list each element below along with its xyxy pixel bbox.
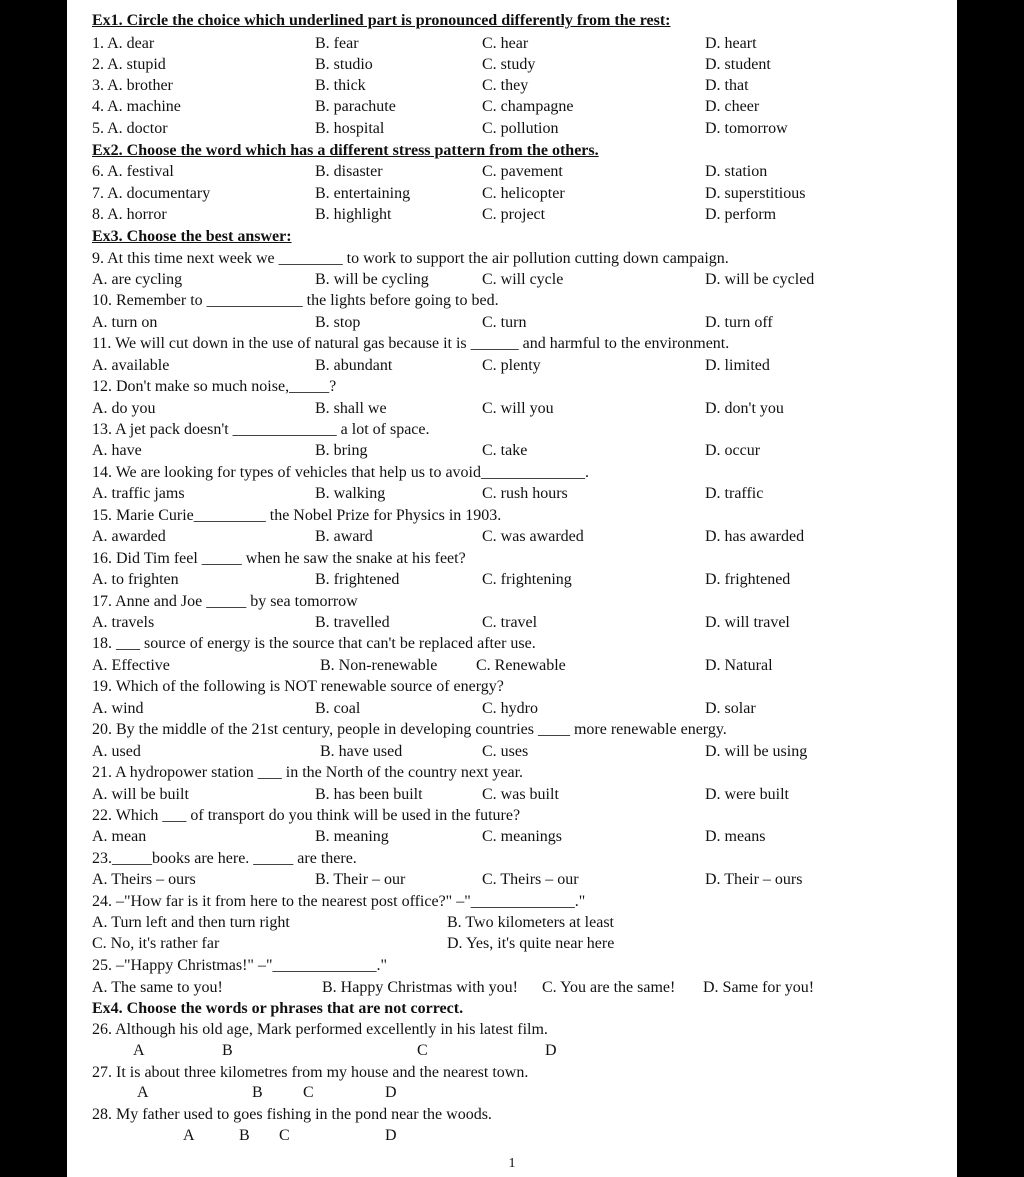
stem-text: 21. A hydropower station ___ in the North of the country next year. — [92, 764, 524, 781]
option-d[interactable]: D. solar — [705, 700, 756, 717]
stem-text: 23._____books are here. _____ are there. — [92, 850, 357, 867]
stem-text: 12. Don't make so much noise,_____? — [92, 378, 337, 395]
stem-text: 11. We will cut down in the use of natural gas because it is ______ and harmful to the environment. — [92, 335, 730, 352]
question-options — [67, 569, 957, 590]
question-options — [67, 933, 957, 954]
ex4-letters — [67, 1040, 957, 1061]
option-b[interactable]: B. Non-renewable — [320, 657, 438, 674]
stem-text: 13. A jet pack doesn't _____________ a lot of space. — [92, 421, 430, 438]
option-b[interactable]: B. has been built — [315, 786, 423, 803]
question-options — [67, 398, 957, 419]
ex4-sentence — [67, 1104, 957, 1125]
question-stem — [67, 419, 957, 440]
ex3-heading: Ex3. Choose the best answer: — [92, 228, 292, 245]
ex4-letters — [67, 1082, 957, 1103]
ex1-item-3 — [67, 75, 957, 96]
ex4-sentence — [67, 1062, 957, 1083]
option-c[interactable]: C. plenty — [482, 357, 541, 374]
option-b[interactable]: B. will be cycling — [315, 271, 429, 288]
option-d[interactable]: D. means — [705, 828, 766, 845]
ex1-item-5 — [67, 118, 957, 139]
question-options — [67, 440, 957, 461]
ex4-heading-line — [67, 998, 957, 1019]
option-b[interactable]: B. parachute — [315, 98, 396, 115]
question-stem — [67, 676, 957, 697]
option-a[interactable]: A. awarded — [92, 528, 166, 545]
option-b[interactable]: B. frightened — [315, 571, 400, 588]
option-c[interactable]: C. will you — [482, 400, 554, 417]
option-a[interactable]: 4. A. machine — [92, 98, 181, 115]
question-options — [67, 912, 957, 933]
option-b[interactable]: B. thick — [315, 77, 366, 94]
option-b[interactable]: B. fear — [315, 35, 359, 52]
option-d[interactable]: D. traffic — [705, 485, 764, 502]
option-c[interactable]: C. You are the same! — [542, 979, 676, 996]
stem-text: 14. We are looking for types of vehicles that help us to avoid_____________. — [92, 464, 589, 481]
stem-text: 15. Marie Curie_________ the Nobel Prize for Physics in 1903. — [92, 507, 502, 524]
option-c[interactable]: C. was awarded — [482, 528, 584, 545]
question-options — [67, 483, 957, 504]
option-a[interactable]: A. do you — [92, 400, 156, 417]
stem-text: 17. Anne and Joe _____ by sea tomorrow — [92, 593, 358, 610]
option-a[interactable]: A. Turn left and then turn right — [92, 914, 290, 931]
option-d[interactable]: D. occur — [705, 442, 761, 459]
question-stem — [67, 290, 957, 311]
option-a[interactable]: A. are cycling — [92, 271, 183, 288]
letter-a[interactable]: A — [137, 1084, 149, 1101]
option-a[interactable]: 8. A. horror — [92, 206, 167, 223]
option-b[interactable]: B. highlight — [315, 206, 392, 223]
sentence-text: 26. Although his old age, Mark performed excellently in his latest film. — [92, 1021, 548, 1038]
stem-text: 10. Remember to ____________ the lights before going to bed. — [92, 292, 499, 309]
option-b[interactable]: B. award — [315, 528, 373, 545]
option-d[interactable]: D. will be using — [705, 743, 808, 760]
option-a[interactable]: A. available — [92, 357, 170, 374]
question-options — [67, 355, 957, 376]
ex1-heading: Ex1. Circle the choice which underlined part is pronounced differently from the rest: — [92, 12, 671, 29]
option-d[interactable]: D. station — [705, 163, 768, 180]
option-d[interactable]: D. tomorrow — [705, 120, 788, 137]
ex4-letters — [67, 1125, 957, 1146]
option-c[interactable]: C. Theirs – our — [482, 871, 579, 888]
letter-a[interactable]: A — [133, 1042, 145, 1059]
question-options — [67, 269, 957, 290]
stem-text: 20. By the middle of the 21st century, people in developing countries ____ more renewable energy. — [92, 721, 727, 738]
option-a[interactable]: A. have — [92, 442, 142, 459]
letter-d[interactable]: D — [545, 1042, 557, 1059]
ex1-item-4 — [67, 96, 957, 117]
option-c[interactable]: C. Renewable — [476, 657, 566, 674]
stem-text: 22. Which ___ of transport do you think will be used in the future? — [92, 807, 521, 824]
option-a[interactable]: A. will be built — [92, 786, 189, 803]
option-c[interactable]: C. uses — [482, 743, 529, 760]
question-options — [67, 784, 957, 805]
option-a[interactable]: A. mean — [92, 828, 147, 845]
option-d[interactable]: D. Same for you! — [703, 979, 815, 996]
stem-text: 25. –"Happy Christmas!" –"_____________." — [92, 957, 387, 974]
question-stem — [67, 248, 957, 269]
option-c[interactable]: C. travel — [482, 614, 538, 631]
option-b[interactable]: B. coal — [315, 700, 361, 717]
option-c[interactable]: C. they — [482, 77, 529, 94]
ex2-item-8 — [67, 204, 957, 225]
question-stem — [67, 719, 957, 740]
letter-d[interactable]: D — [385, 1084, 397, 1101]
option-c[interactable]: C. No, it's rather far — [92, 935, 220, 952]
option-d[interactable]: D. that — [705, 77, 749, 94]
question-stem — [67, 548, 957, 569]
option-d[interactable]: D. heart — [705, 35, 757, 52]
question-options — [67, 655, 957, 676]
question-options — [67, 312, 957, 333]
option-b[interactable]: B. Happy Christmas with you! — [322, 979, 518, 996]
option-d[interactable]: D. Their – ours — [705, 871, 803, 888]
option-c[interactable]: C. pollution — [482, 120, 559, 137]
option-c[interactable]: C. frightening — [482, 571, 572, 588]
option-b[interactable]: B. abundant — [315, 357, 393, 374]
option-d[interactable]: D. turn off — [705, 314, 773, 331]
option-d[interactable]: D. Yes, it's quite near here — [447, 935, 615, 952]
option-b[interactable]: B. travelled — [315, 614, 390, 631]
option-c[interactable]: C. hydro — [482, 700, 538, 717]
letter-c[interactable]: C — [279, 1127, 290, 1144]
option-c[interactable]: C. rush hours — [482, 485, 568, 502]
option-a[interactable]: A. turn on — [92, 314, 158, 331]
option-a[interactable]: 5. A. doctor — [92, 120, 168, 137]
option-d[interactable]: D. limited — [705, 357, 770, 374]
question-stem — [67, 591, 957, 612]
option-c[interactable]: C. helicopter — [482, 185, 565, 202]
letter-c[interactable]: C — [303, 1084, 314, 1101]
question-stem — [67, 805, 957, 826]
sentence-text: 27. It is about three kilometres from my house and the nearest town. — [92, 1064, 529, 1081]
option-d[interactable]: D. will be cycled — [705, 271, 815, 288]
option-c[interactable]: C. will cycle — [482, 271, 564, 288]
option-a[interactable]: A. Effective — [92, 657, 170, 674]
option-d[interactable]: D. will travel — [705, 614, 790, 631]
option-d[interactable]: D. cheer — [705, 98, 760, 115]
option-d[interactable]: D. were built — [705, 786, 789, 803]
question-stem — [67, 848, 957, 869]
letter-a[interactable]: A — [183, 1127, 195, 1144]
question-options — [67, 869, 957, 890]
option-b[interactable]: B. bring — [315, 442, 368, 459]
page-number: 1 — [508, 1156, 516, 1171]
stem-text: 19. Which of the following is NOT renewable source of energy? — [92, 678, 504, 695]
option-c[interactable]: C. champagne — [482, 98, 574, 115]
option-b[interactable]: B. studio — [315, 56, 373, 73]
option-d[interactable]: D. student — [705, 56, 771, 73]
question-stem — [67, 505, 957, 526]
question-options — [67, 977, 957, 998]
option-b[interactable]: B. disaster — [315, 163, 383, 180]
option-b[interactable]: B. walking — [315, 485, 386, 502]
ex2-item-7 — [67, 183, 957, 204]
option-c[interactable]: C. pavement — [482, 163, 563, 180]
question-stem — [67, 762, 957, 783]
option-d[interactable]: D. don't you — [705, 400, 784, 417]
stem-text: 24. –"How far is it from here to the nearest post office?" –"_____________." — [92, 893, 586, 910]
option-c[interactable]: C. take — [482, 442, 528, 459]
letter-d[interactable]: D — [385, 1127, 397, 1144]
option-b[interactable]: B. hospital — [315, 120, 385, 137]
ex1-item-1 — [67, 33, 957, 54]
ex3-heading-line — [67, 226, 957, 247]
question-stem — [67, 333, 957, 354]
option-d[interactable]: D. frightened — [705, 571, 791, 588]
question-options — [67, 612, 957, 633]
question-stem — [67, 376, 957, 397]
worksheet-page — [67, 0, 957, 1177]
ex2-item-6 — [67, 161, 957, 182]
ex2-heading: Ex2. Choose the word which has a different stress pattern from the others. — [92, 142, 599, 159]
question-stem — [67, 955, 957, 976]
letter-b[interactable]: B — [239, 1127, 250, 1144]
ex2-heading-line — [67, 140, 957, 161]
stem-text: 16. Did Tim feel _____ when he saw the snake at his feet? — [92, 550, 466, 567]
option-b[interactable]: B. meaning — [315, 828, 389, 845]
option-a[interactable]: 7. A. documentary — [92, 185, 211, 202]
question-options — [67, 698, 957, 719]
question-options — [67, 526, 957, 547]
option-b[interactable]: B. Two kilometers at least — [447, 914, 614, 931]
letter-b[interactable]: B — [252, 1084, 263, 1101]
letter-b[interactable]: B — [222, 1042, 233, 1059]
option-d[interactable]: D. superstitious — [705, 185, 806, 202]
ex4-heading: Ex4. Choose the words or phrases that are not correct. — [92, 1000, 464, 1017]
option-a[interactable]: 6. A. festival — [92, 163, 174, 180]
option-d[interactable]: D. has awarded — [705, 528, 805, 545]
option-a[interactable]: 3. A. brother — [92, 77, 173, 94]
option-d[interactable]: D. perform — [705, 206, 777, 223]
option-d[interactable]: D. Natural — [705, 657, 773, 674]
ex1-heading-line — [67, 10, 957, 31]
option-b[interactable]: B. shall we — [315, 400, 387, 417]
option-c[interactable]: C. hear — [482, 35, 529, 52]
option-b[interactable]: B. entertaining — [315, 185, 411, 202]
question-stem — [67, 462, 957, 483]
option-c[interactable]: C. was built — [482, 786, 559, 803]
option-c[interactable]: C. study — [482, 56, 536, 73]
ex1-item-2 — [67, 54, 957, 75]
option-a[interactable]: A. Theirs – ours — [92, 871, 196, 888]
option-a[interactable]: A. wind — [92, 700, 144, 717]
question-options — [67, 741, 957, 762]
option-a[interactable]: A. traffic jams — [92, 485, 185, 502]
question-stem — [67, 633, 957, 654]
option-c[interactable]: C. turn — [482, 314, 527, 331]
option-a[interactable]: A. travels — [92, 614, 155, 631]
option-c[interactable]: C. meanings — [482, 828, 562, 845]
option-c[interactable]: C. project — [482, 206, 546, 223]
option-b[interactable]: B. have used — [320, 743, 403, 760]
question-options — [67, 826, 957, 847]
letter-c[interactable]: C — [417, 1042, 428, 1059]
stem-text: 9. At this time next week we ________ to work to support the air pollution cutting down campaign. — [92, 250, 729, 267]
question-stem — [67, 891, 957, 912]
option-b[interactable]: B. Their – our — [315, 871, 406, 888]
option-a[interactable]: A. used — [92, 743, 141, 760]
option-a[interactable]: 2. A. stupid — [92, 56, 166, 73]
option-a[interactable]: A. The same to you! — [92, 979, 223, 996]
sentence-text: 28. My father used to goes fishing in the pond near the woods. — [92, 1106, 492, 1123]
stem-text: 18. ___ source of energy is the source that can't be replaced after use. — [92, 635, 536, 652]
option-a[interactable]: A. to frighten — [92, 571, 179, 588]
option-b[interactable]: B. stop — [315, 314, 361, 331]
ex4-sentence — [67, 1019, 957, 1040]
option-a[interactable]: 1. A. dear — [92, 35, 155, 52]
